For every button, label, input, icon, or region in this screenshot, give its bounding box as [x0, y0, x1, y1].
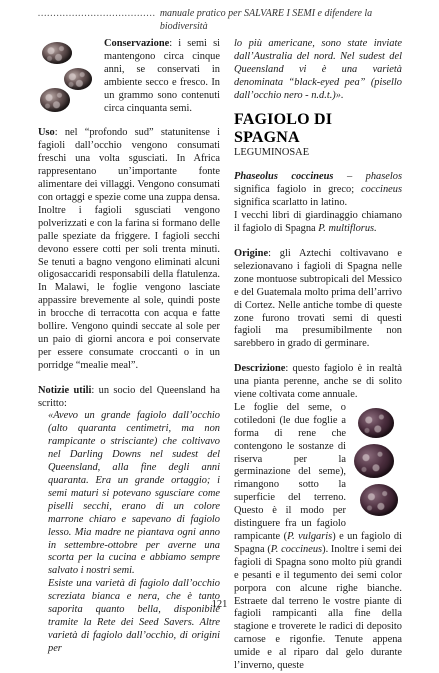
- seed-3: [40, 88, 70, 112]
- species-paragraph: Phaseolus coccineus – phaselos significa fagiolo in greco; coccineus significa scarlatto in latino.: [234, 171, 402, 209]
- section-title: FAGIOLO DI SPAGNA: [234, 110, 333, 146]
- descrizione-paragraph-2: Le foglie del seme, o cotiledoni (le due foglie a forma di rene che contengono le sostanze di riserva per la germinazione del seme), rimangono sotto la superficie del terreno. Questo è il modo per distinguere fra un fagiolo rampicante (P. vulgaris) e un fagiolo di Spagna (P. coccineus). Inoltre i semi dei fagioli di Spagna sono molto più grandi e pesanti e il tegumento dei semi color porpora con alcune righe bianche. Estraete dal terreno le vostre piante di fagioli rampicanti alla fine della stagione e troverete le radici di deposito carnose e rigonfie. Tenute appena umide e al riparo dal gelo durante l’inverno, queste: [234, 401, 403, 672]
- quote-continuation: lo più americane, sono state inviate dall’Australia del nord. Nel sudest del Queensland vi è una varietà denominata “black-eyed pea” (pisello dall’occhio nero - n.d.t.)».: [234, 38, 402, 101]
- left-column: [38, 38, 220, 656]
- running-title: manuale pratico per SALVARE I SEMI e difendere la biodiversità: [159, 8, 373, 32]
- uso-paragraph: Uso: nel “profondo sud” statunitense i fagioli dall’occhio vengono consumati freschi una volta sgusciati. In Africa rappresentano un’importante fonte alimentare dei villaggi. Vengono consumati con ortaggi e spezie come una zuppa densa. Inoltre i fagioli sgusciati vengono polverizzati e con la farina si formano delle palle speziate da friggere. I fagioli secchi devono essere cotti per soli trenta minuti. Se tenuti a bagno vengono eliminati alcuni oligosaccaridi responsabili della flatulenza. In Malawi, le foglie vengono lasciate appassire brevemente al sole, quindi poste in brocche di terracotta con acqua e fatte bollire. Vengono quindi seccate al sole per un paio di giorni ancora e poi conservate per essere consumate croccanti o in un porridge “mealie meal”.: [38, 127, 220, 371]
- black-eyed-pea-seeds-image: [38, 38, 98, 124]
- conservazione-paragraph: Conservazione: i semi si mantengono circa cinque anni, se conservati in ambiente secco e fresco. In un grammo sono contenuti circa cinquanta semi.: [104, 38, 220, 114]
- notizie-paragraph: Notizie utili: un socio del Queensland ha scritto:: [38, 384, 220, 409]
- runner-seed-3: [360, 484, 398, 516]
- right-column: [234, 38, 402, 673]
- header-dots: ......................................: [38, 8, 156, 19]
- page-number: 121: [211, 599, 228, 611]
- plant-family: LEGUMINOSAE: [234, 146, 310, 158]
- running-header: [38, 8, 399, 34]
- seed-2: [64, 68, 92, 90]
- runner-seed-2: [354, 444, 394, 478]
- species-paragraph-2: I vecchi libri di giardinaggio chiamano il fagiolo di Spagna P. multiflorus.: [234, 210, 402, 235]
- descrizione-paragraph: Descrizione: questo fagiolo è in realtà una pianta perenne, anche se di solito viene coltivata come annuale.: [234, 363, 402, 401]
- origine-paragraph: Origine: gli Aztechi coltivavano e selezionavano i fagioli di Spagna nelle zone montuose subtropicali del Messico e del Guatemala molto prima dell’arrivo di Cortez. Nelle antiche tombe di queste zone furono trovati semi di questi fagioli ma presumibilmente non sarebbero in grado di germinare.: [234, 247, 402, 350]
- quote-paragraph-2: Esiste una varietà di fagiolo dall’occhio screziata bianca e nera, che è tanto saporita quanto bella, disponibile tramite la Rete dei Seed Savers. Altre varietà di fagiolo dall’occhio, di origini per: [48, 578, 220, 654]
- seed-1: [42, 42, 72, 64]
- runner-seed-1: [358, 408, 394, 438]
- quote-paragraph: «Avevo un grande fagiolo dall’occhio (alto quaranta centimetri, ma non rampicante o strisciante) che coltivavo nel Darling Downs nel sudest del Queensland, alla fine degli anni quaranta. Era un grande ortaggio; i semi maturi si potevano sgusciare come piselli secchi, erano di un colore marrone chiaro e sapevano di fagiolo lesso. Mia madre ne piantava ogni anno in settembre-ottobre per averne una scorta per la cucina e abbiamo sempre salvato i nostri semi.: [48, 410, 220, 577]
- runner-bean-seeds-image: [352, 406, 402, 524]
